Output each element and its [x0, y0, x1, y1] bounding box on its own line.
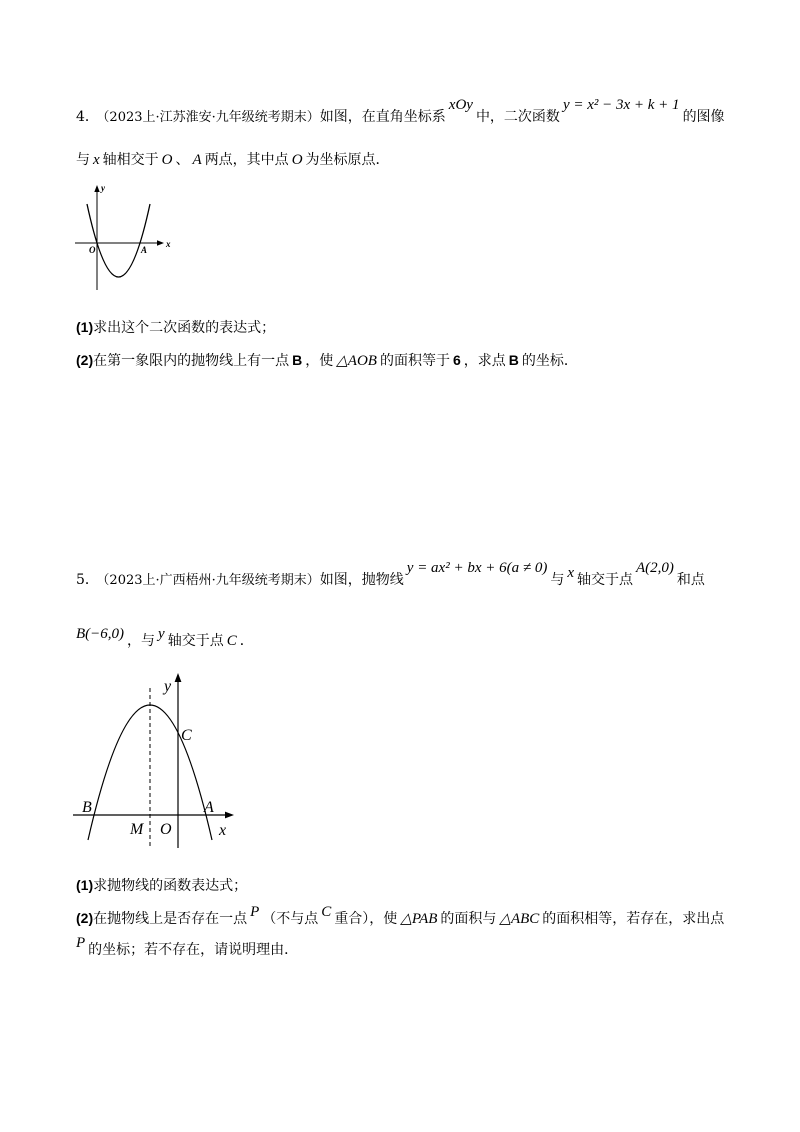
question-text: 的面积与 [440, 911, 497, 927]
point-b-label: B [82, 799, 92, 816]
point-b-symbol: B [508, 352, 519, 368]
point-o-symbol: O [161, 152, 173, 168]
question-text: 求出这个二次函数的表达式； [93, 320, 276, 336]
problem-4-question-2 [76, 350, 756, 371]
point-c-label: C [181, 727, 192, 744]
parabola-graph-figure [68, 668, 244, 850]
question-text: 的坐标． [521, 353, 578, 369]
stem-text: 轴相交于 [102, 152, 159, 168]
y-axis-label: y [101, 183, 105, 193]
question-label: (2) [76, 910, 94, 926]
y-axis-label: y [164, 678, 172, 695]
stem-text: 两点，其中点 [204, 152, 289, 168]
point-a-label: A [141, 245, 148, 255]
point-m-label: M [130, 821, 144, 838]
question-label: (1) [76, 319, 94, 335]
question-label: (1) [76, 877, 94, 893]
origin-label: O [89, 245, 96, 255]
question-text: 的面积等于 [379, 353, 450, 369]
stem-text: ，与 [127, 633, 156, 649]
x-axis-label: x [166, 239, 171, 249]
parabola-curve [87, 204, 150, 277]
quadratic-function-formula: y = x² − 3x + k + 1 [562, 97, 680, 113]
stem-text: 中，二次函数 [475, 109, 560, 125]
stem-text: 和点 [676, 572, 705, 588]
problem-number: 4． [76, 109, 99, 125]
stem-text: 为坐标原点． [305, 152, 390, 168]
point-o-symbol: O [291, 152, 303, 168]
question-text: ，使 [305, 353, 334, 369]
x-axis-arrow [157, 240, 164, 245]
question-text: 重合），使 [334, 911, 398, 927]
quadratic-graph-figure [70, 178, 180, 296]
stem-text: 的图像 [682, 109, 725, 125]
point-b-symbol: B [292, 352, 303, 368]
stem-text: ． [239, 633, 254, 649]
problem-5-question-2-line-1 [76, 904, 756, 929]
x-axis-arrow [225, 812, 234, 819]
y-axis-symbol: y [158, 626, 165, 642]
triangle-abc-symbol: △ABC [499, 911, 540, 927]
stem-text: 与 [550, 572, 565, 588]
stem-text: 如图，抛物线 [319, 572, 404, 588]
parabola-formula: y = ax² + bx + 6(a ≠ 0) [406, 560, 548, 576]
point-c-symbol: C [321, 904, 332, 920]
question-label: (2) [76, 352, 94, 368]
stem-text: 与 [76, 152, 90, 168]
point-c-symbol: C [226, 633, 237, 649]
y-axis-arrow [175, 673, 182, 682]
stem-text: 轴交于点 [167, 633, 224, 649]
area-value: 6 [452, 352, 461, 368]
problem-5-stem-line-1 [76, 560, 756, 591]
question-text: 在抛物线上是否存在一点 [93, 911, 248, 927]
question-text: 的坐标；若不存在，请说明理由． [88, 942, 299, 958]
triangle-aob-symbol: △AOB [336, 353, 377, 369]
x-axis-symbol: x [93, 152, 100, 168]
x-axis-symbol: x [567, 565, 575, 581]
point-a-coordinates: A(2,0) [636, 560, 674, 576]
origin-label: O [160, 821, 172, 838]
point-b-coordinates: B(−6,0) [76, 626, 125, 642]
problem-5-question-2-line-2 [76, 935, 756, 960]
stem-text: 如图，在直角坐标系 [319, 109, 446, 125]
stem-text: 、 [175, 152, 190, 168]
point-p-symbol: P [76, 935, 86, 951]
problem-5-stem-line-2 [76, 626, 756, 651]
question-text: （不与点 [262, 911, 319, 927]
x-axis-label: x [219, 822, 227, 839]
point-a-symbol: A [192, 152, 202, 168]
coordinate-system-symbol: xOy [448, 97, 473, 113]
problem-4-stem-line-2 [76, 150, 756, 170]
question-text: 的面积相等，若存在，求出点 [542, 911, 725, 927]
triangle-pab-symbol: △PAB [400, 911, 438, 927]
stem-text: 轴交于点 [577, 572, 634, 588]
question-text: 在第一象限内的抛物线上有一点 [93, 353, 290, 369]
question-text: 求抛物线的函数表达式； [93, 878, 248, 894]
problem-number: 5． [76, 572, 99, 588]
problem-source: （2023上·江苏淮安·九年级统考期末） [102, 110, 320, 125]
problem-4-question-1 [76, 317, 756, 338]
problem-5-question-1 [76, 875, 756, 896]
problem-source: （2023上·广西梧州·九年级统考期末） [102, 573, 320, 588]
problem-4-stem-line-1 [76, 97, 756, 128]
y-axis-arrow [94, 185, 99, 192]
point-a-label: A [204, 799, 214, 816]
question-text: ，求点 [463, 353, 506, 369]
point-p-symbol: P [250, 904, 260, 920]
